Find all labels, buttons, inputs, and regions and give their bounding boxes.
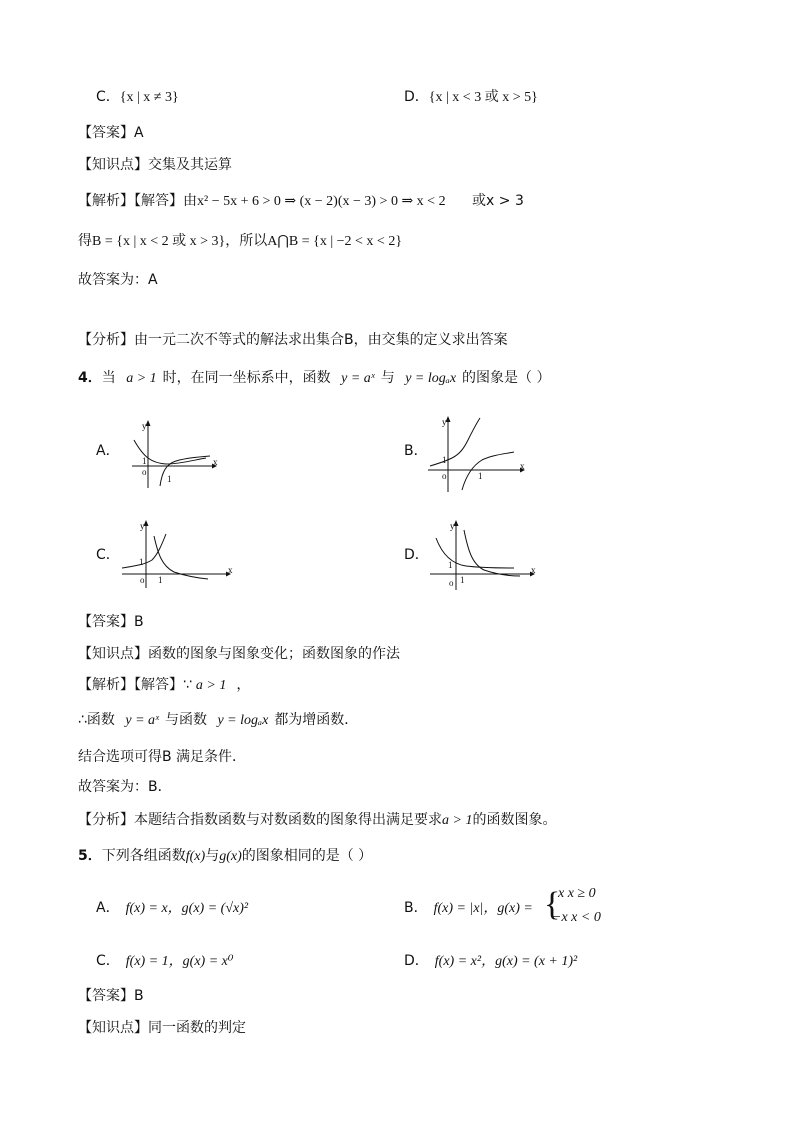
stem-math: a > 1 [126,371,157,386]
q3-option-d [404,87,538,108]
q4-option-c-label: C． [96,547,120,563]
exp-curve [430,418,480,466]
fenxi-tag: 【分析】 [78,332,134,348]
y-label: y [450,521,455,531]
x-label: x [531,565,536,575]
y-label: y [140,521,145,531]
option-math: f(x) = 1，g(x) = x⁰ [125,954,234,969]
one-label-y: 1 [442,455,447,465]
q5-option-d [404,951,577,972]
q4-graph-d [426,516,542,592]
q4-conclusion: 故答案为：B． [78,779,172,795]
q4-option-a-label: A． [96,443,120,459]
solution-text: ， [236,677,251,693]
solution-text: 由 [183,193,197,209]
q4-answer [78,612,144,632]
one-label-y: 1 [142,456,147,466]
solution-text: 得 [78,233,92,249]
stem-text: 与 [205,848,220,864]
stem-math: y = aˣ [341,371,375,386]
q4-graph-c [118,518,238,590]
knowledge-text: 同一函数的判定 [148,1020,246,1036]
option-label: D． [404,953,429,969]
one-label-y: 1 [139,557,144,567]
option-label: B． [404,900,428,916]
solution-math: x² − 5x + 6 > 0 ⇒ (x − 2)(x − 3) > 0 ⇒ x < 2 [197,194,446,209]
option-label: C． [96,953,120,969]
analysis-tag: 【解析】 [78,677,134,693]
q4-option-d-label: D． [404,547,429,563]
q5-answer [78,986,144,1006]
exp-curve [122,534,166,568]
q5-option-b-brace: { [544,886,561,923]
stem-text: 的图象相同的是（ ） [241,848,373,864]
fenxi-math: a > 1 [442,813,473,828]
q5-option-c [96,951,233,972]
stem-math: f(x) [185,849,206,864]
question-number: 4． [78,370,102,386]
q4-option-b-label: B． [404,443,428,459]
q5-stem [78,846,372,867]
stem-text: 下列各组函数 [101,848,186,864]
solution-math: y = aˣ [125,713,159,728]
knowledge-tag: 【知识点】 [78,1020,148,1036]
answer-tag: 【答案】 [78,125,134,141]
solution-text: 或x > 3 [472,193,524,209]
option-math: f(x) = |x|，g(x) = [433,901,533,916]
knowledge-text: 函数的图象与图象变化；函数图象的作法 [148,646,400,662]
q5-option-b-case-1: x x ≥ 0 [558,886,596,901]
answer-tag: 【答案】 [78,988,134,1004]
origin-label: o [142,467,147,477]
option-math: {x | x ≠ 3} [119,90,179,105]
one-label-x: 1 [167,474,172,484]
answer-value: B [134,988,144,1004]
q3-answer [78,123,144,143]
q4-solution-line-1 [78,675,250,696]
q4-solution-line-3: 结合选项可得B 满足条件． [78,749,247,765]
q4-stem [78,368,551,389]
one-label-x: 1 [478,471,483,481]
analysis-tag: 【解析】 [78,193,134,209]
knowledge-tag: 【知识点】 [78,157,148,173]
fenxi-text: 由一元二次不等式的解法求出集合B，由交集的定义求出答案 [134,332,508,348]
option-label: C． [96,89,120,105]
knowledge-text: 交集及其运算 [148,157,232,173]
q4-solution-line-2 [78,710,358,731]
q4-graph-b [424,414,534,494]
q3-solution-line-2 [78,231,402,252]
stem-text: 时，在同一坐标系中，函数 [162,370,331,386]
stem-math: g(x) [219,849,242,864]
q3-option-c [96,87,179,108]
solution-tag: 【解答】 [134,677,183,693]
solution-text: ∴函数 [78,712,115,728]
x-label: x [213,457,218,467]
solution-text: 都为增函数． [274,712,359,728]
solution-math: A⋂B = {x | −2 < x < 2} [267,234,403,249]
stem-text: 当 [101,370,116,386]
q3-conclusion: 故答案为：A [78,272,158,288]
q3-knowledge [78,155,232,175]
q3-solution-line-1 [78,191,524,212]
solution-math: B = {x | x < 2 或 x > 3} [92,234,226,249]
stem-text: 与 [380,370,395,386]
y-label: y [142,421,147,431]
answer-tag: 【答案】 [78,614,134,630]
option-math: f(x) = x²，g(x) = (x + 1)² [434,954,578,969]
one-label-y: 1 [448,560,453,570]
question-number: 5． [78,848,102,864]
origin-label: o [449,578,454,588]
solution-text: ，所以 [225,233,268,249]
one-label-x: 1 [158,575,163,585]
option-math: {x | x < 3 或 x > 5} [428,90,538,105]
q5-option-a [96,898,248,919]
log-curve [462,452,514,490]
log-curve [464,530,520,576]
answer-value: B [134,614,144,630]
q3-fenxi [78,330,508,350]
origin-label: o [442,471,447,481]
stem-math: y = logₐx [405,371,457,386]
q4-fenxi [78,810,556,831]
q4-knowledge [78,644,400,664]
solution-math: y = logₐx [217,713,269,728]
q5-knowledge [78,1018,246,1038]
q4-graph-a [120,418,220,490]
y-label: y [442,417,447,427]
solution-tag: 【解答】 [134,193,183,209]
solution-text: 与函数 [165,712,207,728]
because-symbol: ∵ [183,677,192,693]
option-math: f(x) = x，g(x) = (√x)² [125,901,249,916]
option-label: D． [404,89,429,105]
knowledge-tag: 【知识点】 [78,646,148,662]
option-label: A． [96,900,120,916]
q5-option-b-case-2: −x x < 0 [552,910,601,925]
fenxi-text: 本题结合指数函数与对数函数的图象得出满足要求 [134,812,442,828]
one-label-x: 1 [460,575,465,585]
solution-math: a > 1 [195,678,227,693]
q5-option-b [404,898,533,919]
origin-label: o [140,575,145,585]
fenxi-text: 的函数图象。 [472,812,557,828]
x-label: x [228,565,233,575]
answer-value: A [134,125,144,141]
x-label: x [520,461,525,471]
stem-text: 的图象是（ ） [462,370,551,386]
fenxi-tag: 【分析】 [78,812,134,828]
